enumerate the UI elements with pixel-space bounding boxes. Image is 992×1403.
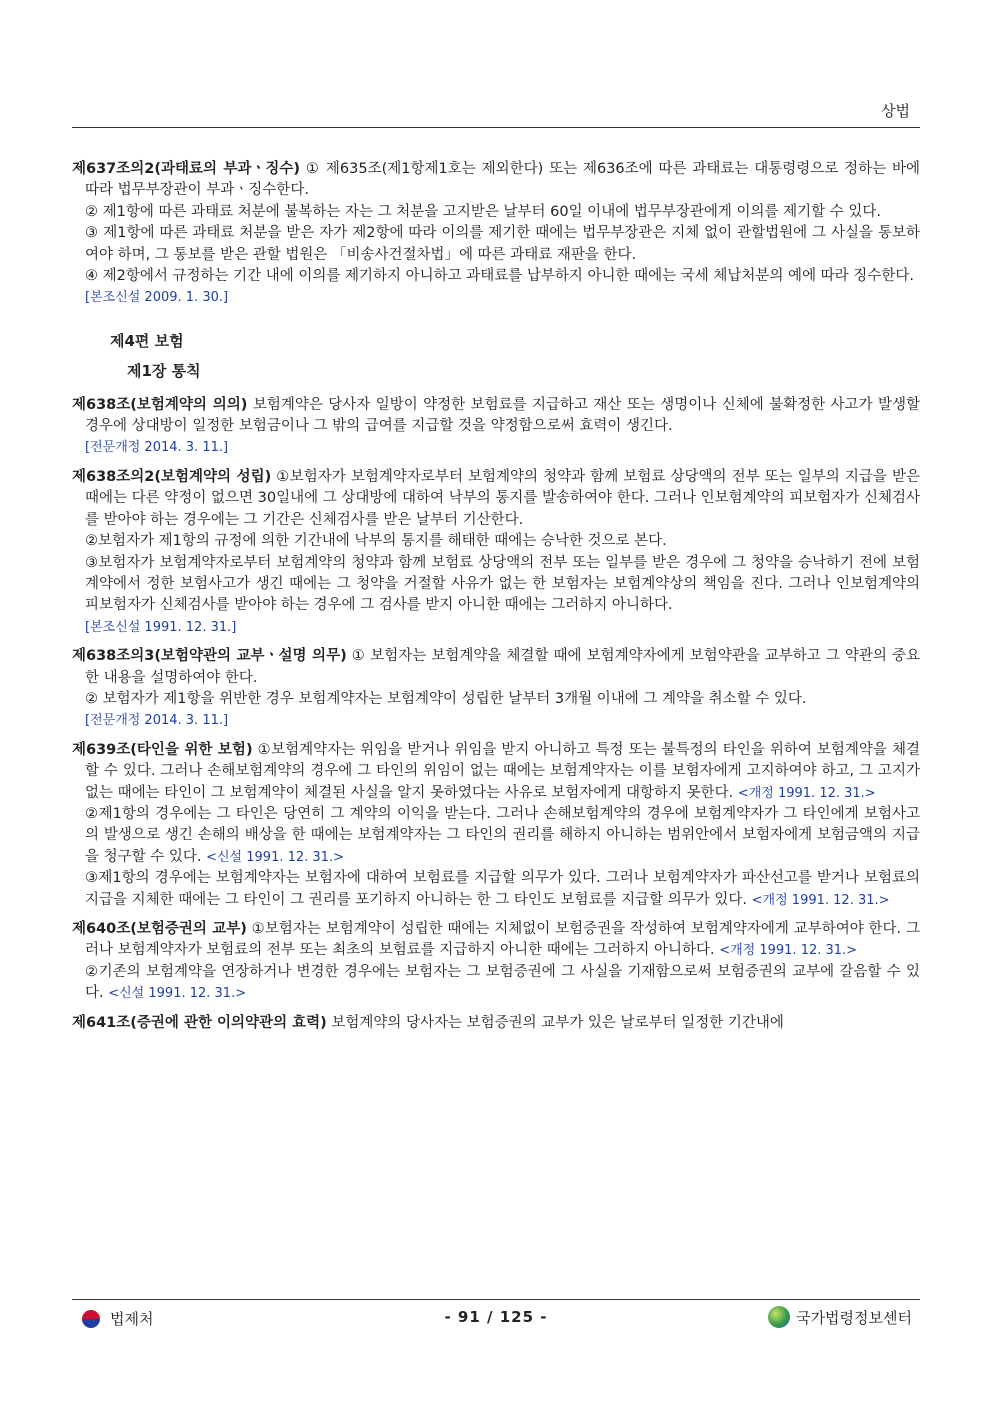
article-text: 보험계약의 당사자는 보험증권의 교부가 있은 날로부터 일정한 기간내에	[326, 1014, 784, 1031]
article-638-2	[72, 467, 920, 638]
article-paragraph-2: ② 보험자가 제1항을 위반한 경우 보험계약자는 보험계약이 성립한 날부터 3개월 이내에 그 계약을 취소할 수 있다.	[85, 690, 807, 707]
article-text: ②기존의 보험계약을 연장하거나 변경한 경우에는 보험자는 그 보험증권에 그 사실을 기재함으로써 보험증권의 교부에 갈음할 수 있다.	[85, 963, 920, 1002]
article-paragraph-1	[72, 159, 920, 202]
header-divider	[72, 127, 920, 128]
law-center-logo-icon	[768, 1306, 790, 1328]
amendment-note: [본조신설 1991. 12. 31.]	[85, 619, 237, 635]
article-paragraph-3: ③보험자가 보험계약자로부터 보험계약의 청약과 함께 보험료 상당액의 전부 또는 일부를 받은 경우에 그 청약을 승낙하기 전에 보험계약에서 정한 보험사고가 생긴 때에는 그 청약을 거절할 사유가 없는 한 보험자는 보험계약상의 책임을 진다. 그러나 인보험계약의 피보험자가 신체검사를 받아야 하는 경우에 그 검사를 받지 아니한 때에는 그러하지 아니하다.	[85, 554, 920, 614]
article-text: ③제1항의 경우에는 보험계약자는 보험자에 대하여 보험료를 지급할 의무가 있다. 그러나 보험계약자가 파산선고를 받거나 보험료의 지급을 지체한 때에는 그 타인이 그 권리를 포기하지 아니하는 한 그 타인도 보험료를 지급할 의무가 있다.	[85, 870, 920, 908]
article-paragraph-2	[72, 804, 920, 868]
article-paragraph-1	[72, 467, 920, 531]
article-text: ① 제635조(제1항제1호는 제외한다) 또는 제636조에 따른 과태료는 대통령령으로 정하는 바에 따라 법무부장관이 부과ㆍ징수한다.	[85, 161, 920, 199]
article-paragraph-2	[72, 962, 920, 1005]
page-number: - 91 / 125 -	[444, 1308, 548, 1326]
article-641	[72, 1013, 920, 1034]
article-639	[72, 740, 920, 911]
article-text: ①보험자가 보험계약자로부터 보험계약의 청약과 함께 보험료 상당액의 전부 또는 일부의 지급을 받은 때에는 다른 약정이 없으면 30일내에 그 상대방에 대하여 낙부의 통지를 발송하여야 한다. 그러나 인보험계약의 피보험자가 신체검사를 받아야 하는 경우에는 그 기간은 신체검사를 받은 날부터 기산한다.	[85, 468, 921, 528]
article-heading: 제640조(보험증권의 교부)	[72, 921, 247, 937]
footer-right	[768, 1306, 912, 1328]
article-paragraph-1	[72, 646, 920, 689]
article-paragraph-2: ②보험자가 제1항의 규정에 의한 기간내에 낙부의 통지를 해태한 때에는 승낙한 것으로 본다.	[85, 533, 667, 550]
article-paragraph-1	[72, 1013, 920, 1034]
part-heading: 제4편 보험	[110, 331, 184, 350]
article-heading: 제639조(타인을 위한 보험)	[72, 741, 253, 758]
article-paragraph-3	[72, 868, 920, 911]
article-637-2	[72, 159, 920, 309]
article-paragraph-1	[72, 740, 920, 804]
article-638	[72, 395, 920, 459]
article-heading: 제637조의2(과태료의 부과ㆍ징수)	[72, 161, 300, 177]
amendment-note: [전문개정 2014. 3. 11.]	[85, 440, 229, 456]
page-footer	[72, 1306, 920, 1336]
article-paragraph-4: ④ 제2항에서 규정하는 기간 내에 이의를 제기하지 아니하고 과태료를 납부하지 아니한 때에는 국세 체납처분의 예에 따라 징수한다.	[85, 268, 914, 285]
article-text: ① 보험자는 보험계약을 체결할 때에 보험계약자에게 보험약관을 교부하고 그 약관의 중요한 내용을 설명하여야 한다.	[85, 648, 920, 686]
article-640	[72, 919, 920, 1005]
amendment-note: <개정 1991. 12. 31.>	[719, 943, 858, 959]
article-638-3	[72, 646, 920, 732]
article-paragraph-3: ③ 제1항에 따른 과태료 처분을 받은 자가 제2항에 따라 이의를 제기한 때에는 법무부장관은 지체 없이 관할법원에 그 사실을 통보하여야 하며, 그 통보를 받은 관할 법원은 「비송사건절차법」에 따른 과태료 재판을 한다.	[85, 225, 920, 263]
article-paragraph-1	[72, 395, 920, 438]
article-heading: 제641조(증권에 관한 이의약관의 효력)	[72, 1014, 327, 1031]
amendment-note: <신설 1991. 12. 31.>	[206, 849, 344, 865]
article-text: 보험계약은 당사자 일방이 약정한 보험료를 지급하고 재산 또는 생명이나 신체에 불확정한 사고가 발생할 경우에 상대방이 일정한 보험금이나 그 밖의 급여를 지급할 것을 약정함으로써 효력이 생긴다.	[85, 396, 920, 435]
footer-divider	[72, 1299, 920, 1300]
article-text: ①보험자는 보험계약이 성립한 때에는 지체없이 보험증권을 작성하여 보험계약자에게 교부하여야 한다. 그러나 보험계약자가 보험료의 전부 또는 최초의 보험료를 지급하지 아니한 때에는 그러하지 아니하다.	[85, 921, 920, 959]
article-paragraph-2: ② 제1항에 따른 과태료 처분에 불복하는 자는 그 처분을 고지받은 날부터 60일 이내에 법무부장관에게 이의를 제기할 수 있다.	[85, 203, 881, 220]
article-heading: 제638조의3(보험약관의 교부ㆍ설명 의무)	[72, 648, 347, 665]
amendment-note: <개정 1991. 12. 31.>	[737, 785, 876, 801]
amendment-note: <개정 1991. 12. 31.>	[751, 892, 890, 908]
chapter-heading: 제1장 통칙	[127, 362, 201, 381]
footer-left-label: 법제처	[110, 1310, 154, 1328]
amendment-note: [전문개정 2014. 3. 11.]	[85, 713, 229, 729]
article-heading: 제638조(보험계약의 의의)	[72, 396, 248, 413]
amendment-note: <신설 1991. 12. 31.>	[108, 986, 247, 1002]
page-header-title: 상법	[881, 102, 910, 120]
footer-right-label: 국가법령정보센터	[796, 1308, 912, 1327]
article-paragraph-1	[72, 919, 920, 962]
article-text: ①보험계약자는 위임을 받거나 위임을 받지 아니하고 특정 또는 불특정의 타인을 위하여 보험계약을 체결할 수 있다. 그러나 손해보험계약의 경우에 그 타인의 위임이 없는 때에는 보험계약자는 이를 보험자에게 고지하여야 하고, 그 고지가 없는 때에는 타인이 그 보험계약이 체결된 사실을 알지 못하였다는 사유로 보험자에게 대항하지 못한다.	[85, 741, 920, 801]
article-text: ②제1항의 경우에는 그 타인은 당연히 그 계약의 이익을 받는다. 그러나 손해보험계약의 경우에 보험계약자가 그 타인에게 보험사고의 발생으로 생긴 손해의 배상을 한 때에는 보험계약자는 그 타인의 권리를 해하지 아니하는 범위안에서 보험자에게 보험금액의 지급을 청구할 수 있다.	[85, 805, 920, 865]
amendment-note: [본조신설 2009. 1. 30.]	[85, 290, 229, 306]
document-body	[72, 159, 920, 1042]
article-heading: 제638조의2(보험계약의 성립)	[72, 468, 272, 485]
